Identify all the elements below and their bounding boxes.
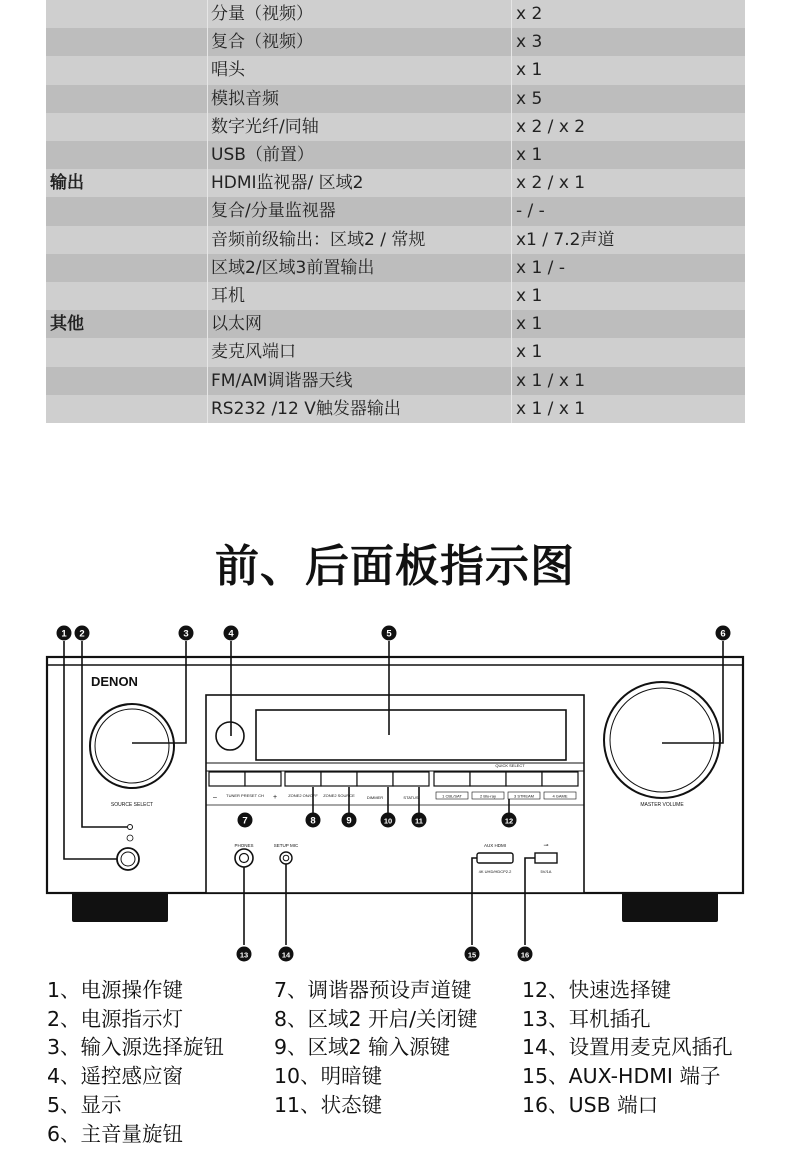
front-panel-diagram (0, 615, 790, 965)
legend-item: 1、电源操作键 (47, 978, 184, 1002)
callout-number: 6 (720, 628, 726, 640)
right-foot (622, 890, 718, 922)
spec-row (46, 338, 745, 366)
brand-logo: DENON (91, 674, 138, 689)
usb-port (535, 853, 557, 863)
spec-item: 分量（视频） (211, 4, 313, 24)
spec-value: x 1 / x 1 (516, 398, 586, 419)
spec-item: 模拟音频 (211, 88, 279, 109)
legend-item: 12、快速选择键 (522, 978, 672, 1002)
callout-number: 9 (346, 815, 352, 827)
source-select-label: SOURCE SELECT (110, 802, 154, 808)
spec-item: 音频前级输出：区域2 / 常规 (211, 229, 426, 250)
remote-sensor (216, 722, 244, 750)
legend-item: 13、耳机插孔 (522, 1006, 651, 1031)
spec-value: x 2 / x 1 (516, 173, 586, 194)
status-label: STATUS (403, 795, 419, 800)
spec-row (46, 395, 745, 423)
legend-item: 11、状态键 (274, 1092, 383, 1117)
spec-table (46, 0, 745, 423)
callout-number: 13 (239, 950, 249, 960)
legend-item: 14、设置用麦克风插孔 (522, 1035, 733, 1060)
legend-col-1 (47, 976, 224, 1148)
spec-value: x 2 (516, 4, 543, 24)
legend-item: 3、输入源选择旋钮 (47, 1035, 225, 1060)
phones-label: PHONES (234, 843, 254, 848)
spec-row (46, 56, 745, 84)
legend-item: 6、主音量旋钮 (47, 1121, 184, 1146)
spec-value: x 1 (516, 314, 543, 335)
legend-item: 9、区域2 输入源键 (274, 1035, 451, 1060)
power-button (117, 848, 139, 870)
spec-category: 其他 (50, 314, 84, 335)
callout-number: 10 (383, 816, 393, 826)
spec-item: FM/AM调谐器天线 (211, 370, 353, 391)
callout-number: 12 (504, 816, 514, 826)
spec-item: 区域2/区域3前置输出 (211, 257, 375, 278)
spec-value: x 1 / x 1 (516, 370, 586, 391)
spec-item: 唱头 (211, 60, 245, 81)
legend-col-3 (522, 976, 733, 1120)
aux-hdmi-sub-label: 4K UHD/HDCP2.2 (478, 869, 512, 874)
button-row (209, 772, 578, 786)
legend-item: 7、调谐器预设声道键 (274, 978, 472, 1002)
zone2-source-label: ZONE2 SOURCE (323, 793, 355, 798)
spec-item: HDMI监视器/ 区域2 (211, 173, 364, 194)
callout-number: 8 (310, 815, 316, 827)
spec-row (46, 113, 745, 141)
master-volume-label: MASTER VOLUME (640, 802, 684, 808)
svg-text:+: + (273, 794, 278, 801)
callout-number: 7 (242, 815, 248, 827)
power-indicator (128, 825, 133, 830)
callout-number: 2 (79, 628, 85, 640)
dimmer-label: DIMMER (366, 795, 384, 800)
spec-row (46, 85, 745, 113)
callout-number: 4 (228, 628, 234, 640)
spec-value: x 2 / x 2 (516, 116, 586, 137)
spec-row (46, 197, 745, 225)
legend-item: 4、遥控感应窗 (47, 1064, 184, 1089)
column-divider (511, 0, 512, 423)
callout-number: 14 (281, 950, 291, 960)
spec-value: x 1 (516, 286, 543, 306)
quick-select-button-label: 1 CBL/SAT (442, 793, 462, 799)
spec-row (46, 141, 745, 169)
quick-select-button-label: 4 GAME (552, 793, 568, 799)
display-window (256, 710, 566, 760)
spec-item: 以太网 (211, 314, 262, 335)
legend-item: 2、电源指示灯 (47, 1006, 184, 1031)
spec-row (46, 367, 745, 395)
callout-number: 16 (520, 950, 530, 960)
spec-item: 数字光纤/同轴 (211, 116, 319, 137)
spec-item: USB（前置） (211, 145, 314, 165)
setup-mic-label: SETUP MIC (273, 843, 299, 848)
svg-text:–: – (213, 794, 217, 801)
callout-number: 5 (386, 628, 392, 640)
legend-col-2 (274, 976, 478, 1120)
spec-row (46, 226, 745, 254)
usb-symbol: ⊸ (543, 843, 549, 849)
legend-item: 10、明暗键 (274, 1064, 383, 1089)
spec-value: - / - (516, 201, 545, 222)
spec-item: RS232 /12 V触发器输出 (211, 398, 401, 419)
left-foot (72, 890, 168, 922)
quick-select-button-label: 3 STREAM (513, 793, 535, 799)
spec-value: x1 / 7.2声道 (516, 229, 615, 250)
aux-hdmi-port (477, 853, 513, 863)
legend-item: 16、USB 端口 (522, 1092, 659, 1117)
spec-value: x 3 (516, 32, 543, 53)
quick-select-button-label: 2 Blu-ray (479, 793, 497, 799)
spec-row (46, 310, 745, 338)
legend-item: 8、区域2 开启/关闭键 (274, 1006, 478, 1031)
legend-item: 5、显示 (47, 1092, 122, 1117)
callout-number: 11 (415, 816, 423, 826)
usb-sub-label: 5V/1A (540, 869, 552, 874)
spec-value: x 1 (516, 145, 543, 165)
spec-row (46, 169, 745, 197)
spec-item: 麦克风端口 (211, 342, 296, 363)
quick-select-label: QUICK SELECT (495, 763, 525, 768)
zone2-onoff-label: ZONE2 ON/OFF (288, 793, 318, 798)
tuner-preset-label: TUNER PRESET CH (226, 793, 264, 798)
callout-number: 3 (183, 628, 189, 640)
spec-item: 复合/分量监视器 (211, 201, 336, 222)
spec-row (46, 28, 745, 56)
spec-item: 耳机 (211, 286, 245, 306)
spec-item: 复合（视频） (211, 32, 313, 53)
callout-number: 15 (467, 950, 477, 960)
spec-category: 输出 (50, 173, 84, 194)
spec-value: x 1 (516, 342, 543, 363)
spec-value: x 1 / - (516, 257, 565, 278)
callout-number: 1 (61, 628, 67, 640)
section-title: 前、后面板指示图 (215, 541, 575, 592)
legend-item: 15、AUX-HDMI 端子 (522, 1064, 721, 1089)
spec-row (46, 282, 745, 310)
column-divider (207, 0, 208, 423)
spec-value: x 5 (516, 88, 543, 109)
spec-row (46, 254, 745, 282)
spec-row (46, 0, 745, 28)
aux-hdmi-label: AUX HDMI (483, 843, 507, 848)
spec-value: x 1 (516, 60, 543, 81)
